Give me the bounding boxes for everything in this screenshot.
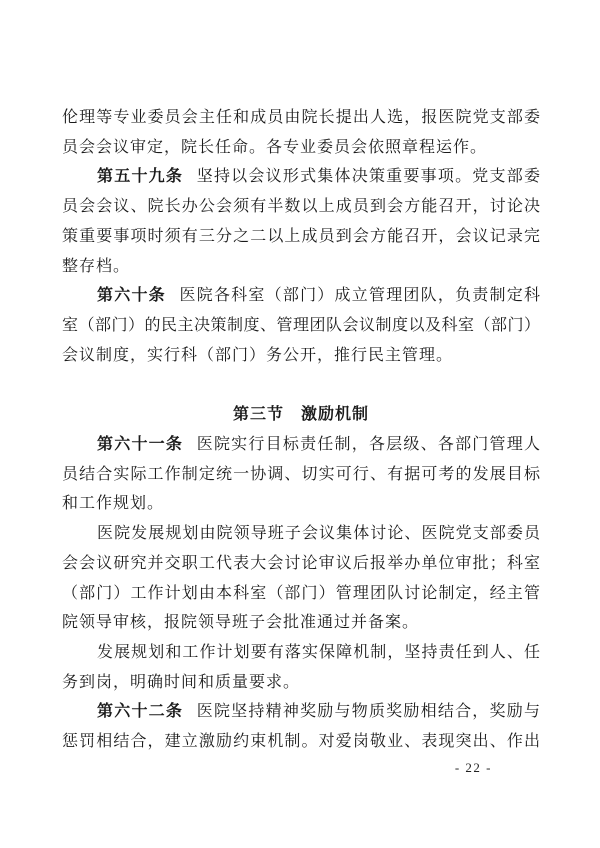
document-line: 整存档。 <box>62 257 131 275</box>
line-text: 医院实行目标责任制，各层级、各部门管理人 <box>196 436 540 454</box>
document-line: 员结合实际工作制定统一协调、切实可行、有据可考的发展目标 <box>62 465 540 483</box>
document-line: 院领导审核，报院领导班子会批准通过并备案。 <box>62 614 420 632</box>
document-line: 务到岗，明确时间和质量要求。 <box>62 673 301 691</box>
document-body <box>62 103 540 757</box>
document-line: 和工作规划。 <box>62 495 165 513</box>
document-line: 会议制度，实行科（部门）务公开，推行民主管理。 <box>62 346 454 364</box>
document-line: 发展规划和工作计划要有落实保障机制，坚持责任到人、任 <box>97 643 540 661</box>
document-line: 员会会议审定，院长任命。各专业委员会依照章程运作。 <box>62 138 488 156</box>
line-text: 医院坚持精神奖励与物质奖励相结合，奖励与 <box>196 703 540 721</box>
document-line <box>62 162 540 192</box>
article-number: 第六十二条 <box>97 703 184 721</box>
page-number: - 22 - <box>454 760 492 775</box>
document-line: （部门）工作计划由本科室（部门）管理团队讨论制定，经主管 <box>62 584 540 602</box>
article-number: 第六十条 <box>97 287 166 305</box>
document-line: 惩罚相结合，建立激励约束机制。对爱岗敬业、表现突出、作出 <box>62 733 540 751</box>
line-text: 坚持以会议形式集体决策重要事项。党支部委 <box>196 168 540 186</box>
document-line: 室（部门）的民主决策制度、管理团队会议制度以及科室（部门） <box>62 316 540 334</box>
section-heading: 第三节 激励机制 <box>232 406 369 424</box>
document-line: 员会会议、院长办公会须有半数以上成员到会方能召开，讨论决 <box>62 198 540 216</box>
document-line: 伦理等专业委员会主任和成员由院长提出人选，报医院党支部委 <box>62 109 540 126</box>
document-line: 会会议研究并交职工代表大会讨论审议后报举办单位审批；科室 <box>62 554 540 572</box>
document-line: 策重要事项时须有三分之二以上成员到会方能召开，会议记录完 <box>62 227 540 245</box>
line-text: 医院各科室（部门）成立管理团队，负责制定科 <box>179 287 540 305</box>
document-line <box>62 430 540 460</box>
document-line <box>62 281 540 311</box>
article-number: 第五十九条 <box>97 168 184 186</box>
document-line <box>62 697 540 727</box>
document-line: 医院发展规划由院领导班子会议集体讨论、医院党支部委员 <box>97 525 540 543</box>
article-number: 第六十一条 <box>97 436 184 454</box>
page-footer <box>455 760 492 776</box>
